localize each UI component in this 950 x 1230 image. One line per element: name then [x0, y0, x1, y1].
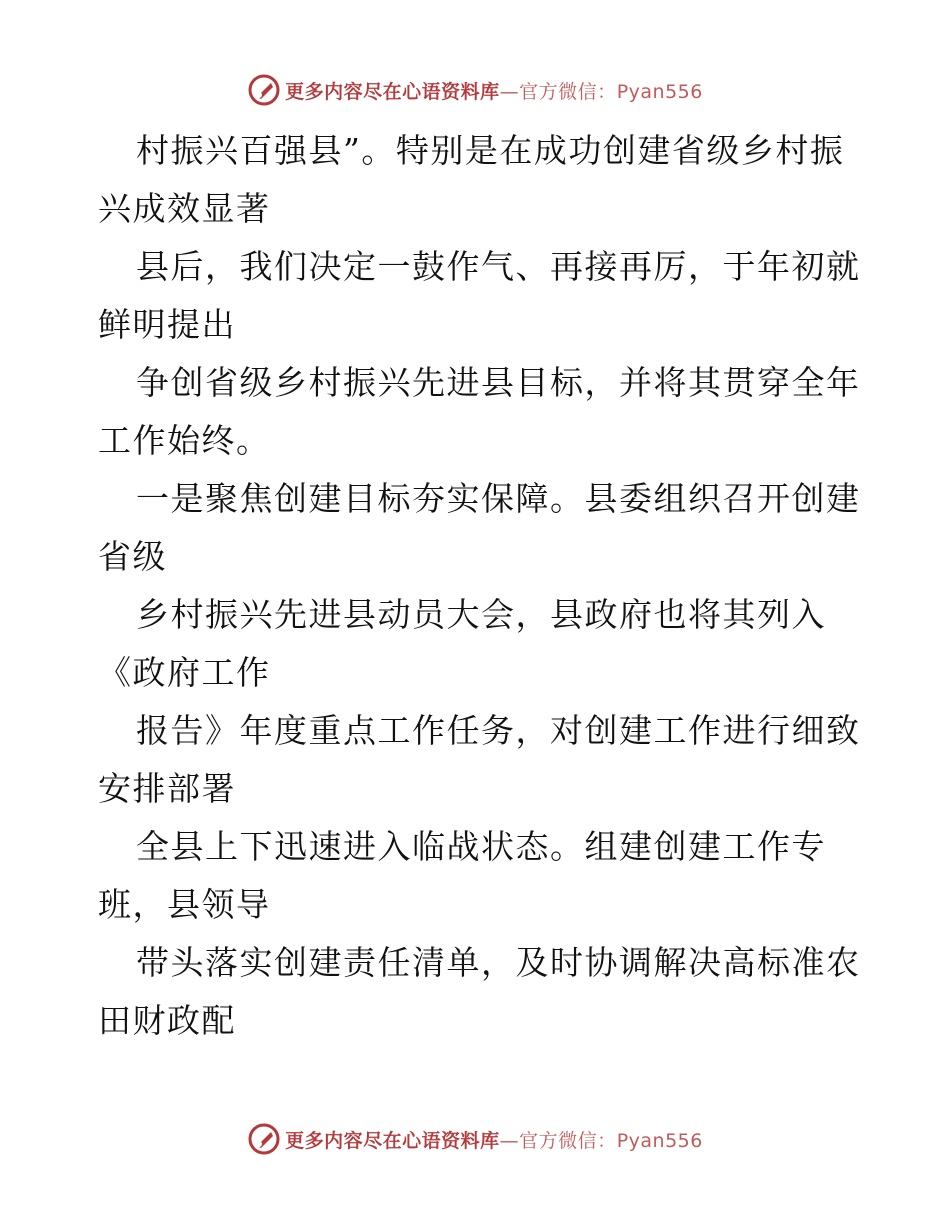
text-line: 村振兴百强县”。特别是在成功创建省级乡村振 — [136, 131, 845, 170]
text-line: 班，县领导 — [98, 885, 271, 924]
text-line: 争创省级乡村振兴先进县目标，并将其贯穿全年 — [136, 363, 861, 402]
header-brand: 更多内容尽在心语资料库 — [285, 80, 500, 103]
text-line: 工作始终。 — [98, 421, 271, 460]
text-line: 县后，我们决定一鼓作气、再接再厉，于年初就 — [136, 247, 861, 286]
text-line: 《政府工作 — [98, 653, 271, 692]
footer-wechat-label: 官方微信： — [519, 1129, 617, 1152]
footer-wechat-id: Pyan556 — [616, 1129, 703, 1152]
footer-dash: — — [499, 1129, 520, 1152]
header-dash: — — [499, 80, 520, 103]
text-line: 省级 — [98, 537, 167, 576]
text-line: 田财政配 — [98, 1001, 236, 1040]
text-line: 带头落实创建责任清单，及时协调解决高标准农 — [136, 943, 861, 982]
quill-logo-icon — [247, 73, 281, 107]
text-line: 安排部署 — [98, 769, 236, 808]
footer-brand: 更多内容尽在心语资料库 — [285, 1129, 500, 1152]
document-body — [98, 122, 861, 1050]
header-wechat-id: Pyan556 — [616, 80, 703, 103]
text-line: 兴成效显著 — [98, 189, 271, 228]
text-line: 鲜明提出 — [98, 305, 236, 344]
text-line: 报告》年度重点工作任务，对创建工作进行细致 — [136, 711, 861, 750]
text-line: 一是聚焦创建目标夯实保障。县委组织召开创建 — [136, 479, 861, 518]
text-line: 全县上下迅速进入临战状态。组建创建工作专 — [136, 827, 826, 866]
header-wechat-label: 官方微信： — [519, 80, 617, 103]
footer-banner — [0, 1119, 950, 1159]
text-line: 乡村振兴先进县动员大会，县政府也将其列入 — [136, 595, 826, 634]
header-banner — [0, 70, 950, 110]
quill-logo-icon — [247, 1122, 281, 1156]
